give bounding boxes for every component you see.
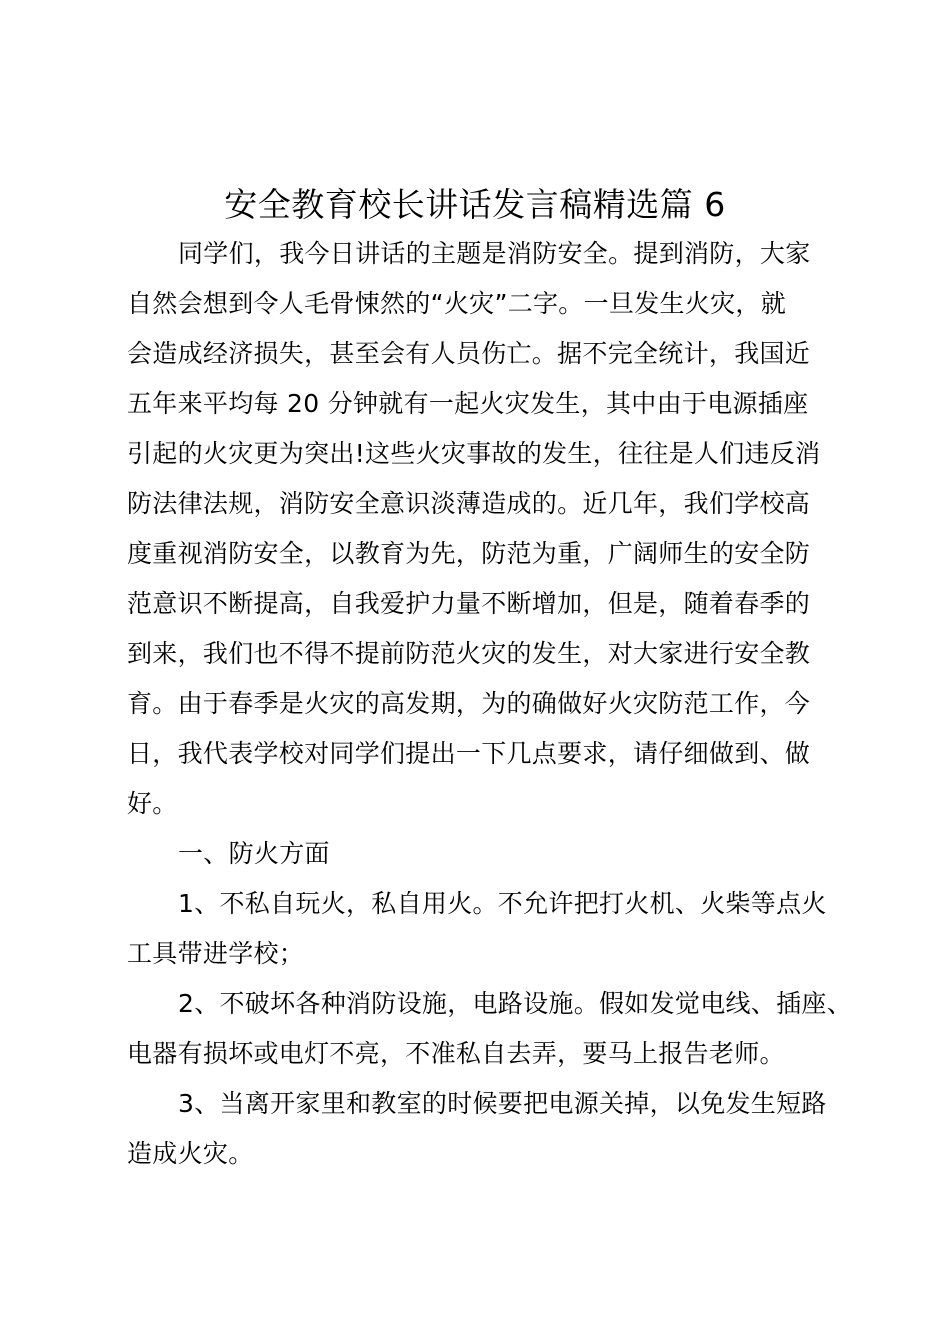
paragraph-line: 五年来平均每 20 分钟就有一起火灾发生，其中由于电源插座 — [127, 389, 809, 418]
list-item-line: 3、当离开家里和教室的时候要把电源关掉，以免发生短路 — [178, 1089, 827, 1118]
paragraph-line: 自然会想到令人毛骨悚然的“火灾”二字。一旦发生火灾，就 — [127, 289, 787, 318]
list-item-line: 2、不破坏各种消防设施，电路设施。假如发觉电线、插座、 — [178, 989, 853, 1018]
paragraph-line: 好。 — [127, 789, 178, 818]
paragraph-line: 度重视消防安全，以教育为先，防范为重，广阔师生的安全防 — [127, 539, 811, 568]
paragraph-line: 会造成经济损失，甚至会有人员伤亡。据不完全统计，我国近 — [127, 339, 811, 368]
paragraph-line: 育。由于春季是火灾的高发期，为的确做好火灾防范工作，今 — [127, 689, 811, 718]
document-title: 安全教育校长讲话发言稿精选篇 6 — [224, 185, 726, 224]
list-item-line: 造成火灾。 — [127, 1139, 254, 1168]
list-item-line: 电器有损坏或电灯不亮，不准私自去弄，要马上报告老师。 — [127, 1039, 785, 1068]
paragraph-line: 同学们，我今日讲话的主题是消防安全。提到消防，大家 — [178, 239, 811, 268]
paragraph-line: 防法律法规，消防安全意识淡薄造成的。近几年，我们学校高 — [127, 489, 811, 518]
list-item-line: 工具带进学校； — [127, 939, 305, 968]
paragraph-line: 引起的火灾更为突出!这些火灾事故的发生，往往是人们违反消 — [127, 439, 821, 468]
list-item-line: 1、不私自玩火，私自用火。不允许把打火机、火柴等点火 — [178, 889, 827, 918]
section-heading: 一、防火方面 — [178, 839, 330, 868]
paragraph-line: 日，我代表学校对同学们提出一下几点要求，请仔细做到、做 — [127, 739, 811, 768]
paragraph-line: 到来，我们也不得不提前防范火灾的发生，对大家进行安全教 — [127, 639, 811, 668]
paragraph-line: 范意识不断提高，自我爱护力量不断增加，但是，随着春季的 — [127, 589, 811, 618]
